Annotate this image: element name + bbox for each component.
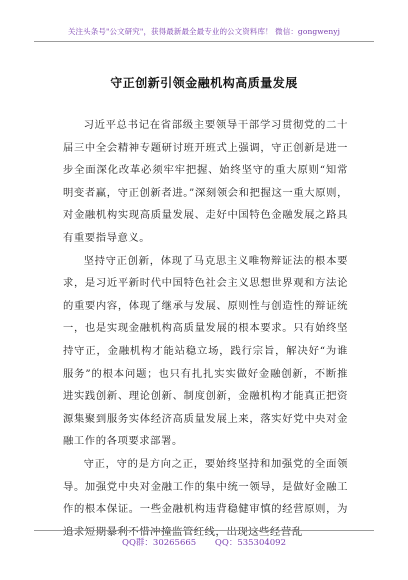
paragraph: 守正，守的是方向之正，要始终坚持和加强党的全面领导。加强党中央对金融工作的集中统一领导，是做好金融工作的根本保证。一些金融机构违背稳健审慎的经营原则，为追求短期暴利不惜冲撞监管红线，出现这些经营乱	[63, 457, 348, 538]
header-banner: 关注头条号"公文研究"，获得最新最全最专业的公文资料库！ 微信：gongwenyj	[67, 27, 341, 36]
paragraph: 坚持守正创新，体现了马克思主义唯物辩证法的根本要求，是习近平新时代中国特色社会主义思想世界观和方法论的重要内容，体现了继承与发展、原则性与创造性的辩证统一，也是实现金融机构高质量发展的根本要求。只有始终坚持守正，金融机构才能站稳立场，践行宗旨，解决好“为谁服务”的根本问题；也只有扎扎实实做好金融创新，不断推进实践创新、理论创新、制度创新，金融机构才能真正把资源集聚到服务实体经济高质量发展上来，落实好党中央对金融工作的各项要求部署。	[63, 254, 348, 448]
header-divider	[34, 41, 374, 42]
footer-qq: QQ：535304092	[214, 538, 286, 548]
document-body	[63, 114, 348, 543]
document-title: 守正创新引领金融机构高质量发展	[110, 76, 298, 90]
footer-qq-group: QQ群：30265665	[121, 538, 197, 548]
paragraph: 习近平总书记在省部级主要领导干部学习贯彻党的二十届三中全会精神专题研讨班开班式上强调，守正创新是进一步全面深化改革必须牢牢把握、始终坚守的重大原则“知常明变者赢，守正创新者进。”深刻领会和把握这一重大原则，对金融机构实现高质量发展、走好中国特色金融发展之路具有重要指导意义。	[63, 119, 348, 244]
footer-contact	[0, 536, 408, 548]
footer-divider	[34, 530, 374, 531]
